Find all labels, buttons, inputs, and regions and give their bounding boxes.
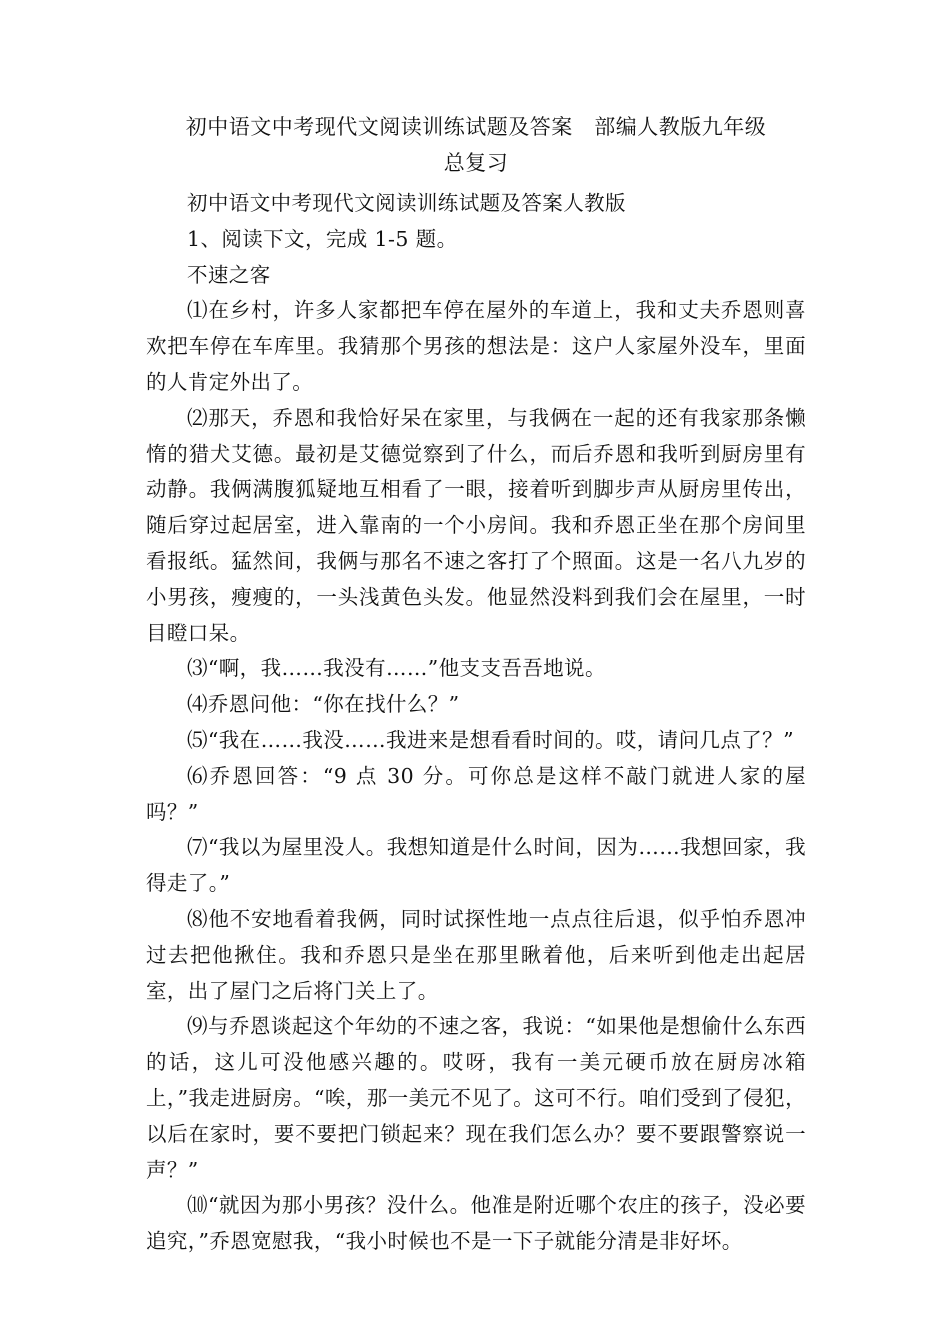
- paragraph-9: ⑼与乔恩谈起这个年幼的不速之客，我说：“如果他是想偷什么东西的话，这儿可没他感兴趣的。哎呀，我有一美元硬币放在厨房冰箱上，”我走进厨房。“唉，那一美元不见了。这可不行。咱们受到了侵犯，以后在家时，要不要把门锁起来？现在我们怎么办？要不要跟警察说一声？”: [146, 1014, 806, 1182]
- paragraph-1: ⑴在乡村，许多人家都把车停在屋外的车道上，我和丈夫乔恩则喜欢把车停在车库里。我猜那个男孩的想法是：这户人家屋外没车，里面的人肯定外出了。: [146, 298, 806, 394]
- paragraph-4: ⑷乔恩问他：“你在找什么？”: [187, 692, 460, 717]
- paragraph-5: ⑸“我在……我没……我进来是想看看时间的。哎，请问几点了？”: [187, 727, 794, 752]
- paragraph-7: ⑺“我以为屋里没人。我想知道是什么时间，因为……我想回家，我得走了。”: [146, 835, 806, 896]
- document-title-line-1: 初中语文中考现代文阅读训练试题及答案 部编人教版九年级: [185, 115, 767, 139]
- subtitle-paragraph: 初中语文中考现代文阅读训练试题及答案人教版: [187, 191, 626, 215]
- paragraph-2: ⑵那天，乔恩和我恰好呆在家里，与我俩在一起的还有我家那条懒惰的猎犬艾德。最初是艾德觉察到了什么，而后乔恩和我听到厨房里有动静。我俩满腹狐疑地互相看了一眼，接着听到脚步声从厨房里传出，随后穿过起居室，进入靠南的一个小房间。我和乔恩正坐在那个房间里看报纸。猛然间，我俩与那名不速之客打了个照面。这是一名八九岁的小男孩，瘦瘦的，一头浅黄色头发。他显然没料到我们会在屋里，一时目瞪口呆。: [146, 405, 806, 645]
- document-title-line-2: 总复习: [443, 151, 509, 175]
- article-title: 不速之客: [187, 262, 271, 287]
- paragraph-10: ⑽“就因为那小男孩？没什么。他准是附近哪个农庄的孩子，没必要追究，”乔恩宽慰我，“我小时候也不是一下子就能分清是非好坏。: [146, 1193, 806, 1254]
- question-instruction: 1、阅读下文，完成 1-5 题。: [187, 226, 458, 251]
- paragraph-6: ⑹乔恩回答：“9 点 30 分。可你总是这样不敲门就进人家的屋吗？”: [146, 763, 806, 824]
- document-body: [146, 186, 806, 1260]
- paragraph-3: ⑶“啊，我……我没有……”他支支吾吾地说。: [187, 656, 606, 681]
- paragraph-8: ⑻他不安地看着我俩，同时试探性地一点点往后退，似乎怕乔恩冲过去把他揪住。我和乔恩只是坐在那里瞅着他，后来听到他走出起居室，出了屋门之后将门关上了。: [146, 906, 806, 1003]
